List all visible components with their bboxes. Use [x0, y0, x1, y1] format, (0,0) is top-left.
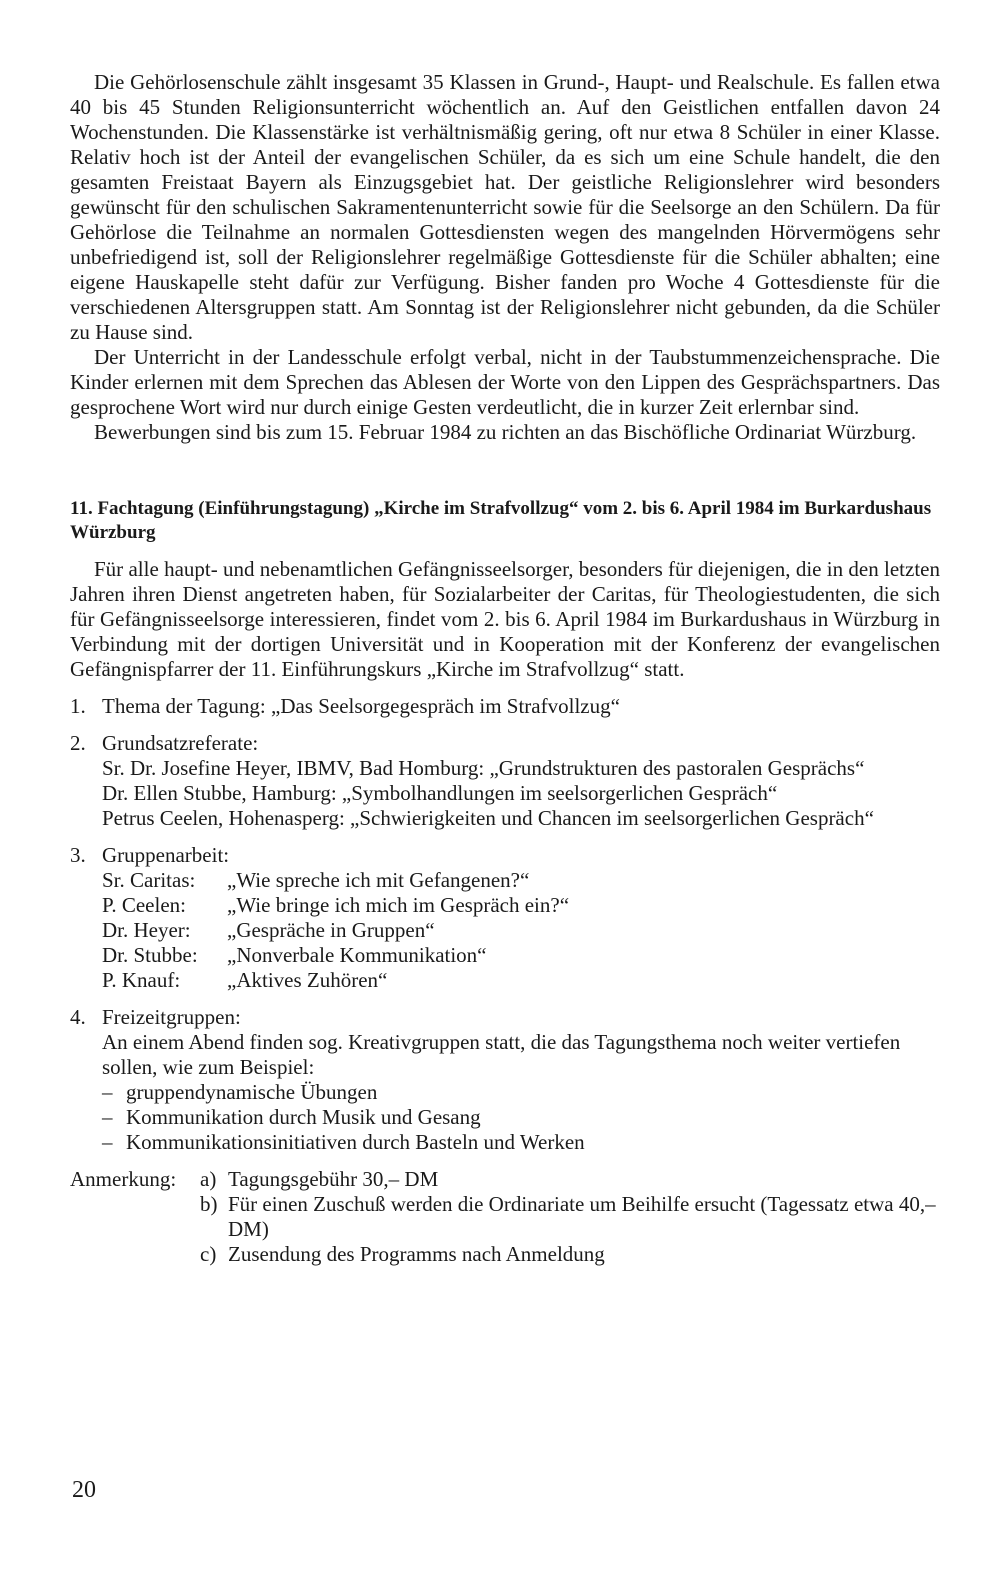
note-row [70, 1192, 940, 1242]
group-topic: „Wie bringe ich mich im Gespräch ein?“ [227, 893, 570, 917]
note-row [70, 1242, 940, 1267]
list-item-groupwork [70, 843, 940, 993]
item-text: Thema der Tagung: „Das Seelsorgegespräch im Strafvollzug“ [102, 694, 620, 718]
item-number: 1. [70, 694, 86, 718]
note-text: Für einen Zuschuß werden die Ordinariate um Beihilfe ersucht (Tagessatz etwa 40,– DM) [228, 1192, 936, 1241]
group-leader: Sr. Caritas: [102, 868, 196, 892]
lecture-entry: Petrus Ceelen, Hohenasperg: „Schwierigkeiten und Chancen im seelsorgerlichen Gespräch“ [102, 806, 874, 830]
group-row [70, 968, 940, 993]
note-text: Tagungsgebühr 30,– DM [228, 1167, 439, 1191]
group-leader: Dr. Stubbe: [102, 943, 198, 967]
group-row [70, 918, 940, 943]
note-text: Zusendung des Programms nach Anmeldung [228, 1242, 605, 1266]
group-topic: „Aktives Zuhören“ [227, 968, 388, 992]
intro-paragraph-1: Die Gehörlosenschule zählt insgesamt 35 Klassen in Grund-, Haupt- und Realschule. Es fallen etwa 40 bis 45 Stunden Religionsunterricht wöchentlich an. Auf den Geistlichen entfallen davon 24 Wochenstunden. Die Klassenstärke ist verhältnismäßig gering, oft nur etwa 8 Schüler in einer Klasse. Relativ hoch ist der Anteil der evangelischen Schüler, da es sich um eine Schule handelt, die den gesamten Freistaat Bayern als Einzugsgebiet hat. Der geistliche Religionslehrer wird besonders gewünscht für den schulischen Sakramentenunterricht sowie für die Seelsorge an den Schülern. Da für Gehörlose die Teilnahme an normalen Gottesdiensten wegen des mangelnden Hörvermögens sehr unbefriedigend ist, soll der Religionslehrer regelmäßige Gottesdienste für die Schüler abhalten; eine eigene Hauskapelle steht dafür zur Verfügung. Bisher fanden pro Woche 4 Gottesdienste für die verschiedenen Altersgruppen statt. Am Sonntag ist der Religionslehrer nicht gebunden, da die Schüler zu Hause sind. [70, 70, 940, 344]
note-row [70, 1167, 940, 1192]
dash-bullet: – [102, 1080, 113, 1104]
note-letter: c) [200, 1242, 217, 1266]
group-topic: „Nonverbale Kommunikation“ [227, 943, 487, 967]
page-number: 20 [72, 1477, 96, 1503]
note-letter: a) [200, 1167, 217, 1191]
intro-paragraph-2: Der Unterricht in der Landesschule erfolgt verbal, nicht in der Taubstummenzeichensprache. Die Kinder erlernen mit dem Sprechen das Ablesen der Worte von den Lippen des Gesprächspartners. Das gesprochene Wort wird nur durch einige Gesten verdeutlicht, die in kurzer Zeit erlernbar sind. [70, 345, 940, 419]
list-item-theme [70, 694, 940, 719]
item-title: Freizeitgruppen: [102, 1005, 241, 1029]
bullet-row [70, 1105, 940, 1130]
bullet-row [70, 1080, 940, 1105]
leisure-description: An einem Abend finden sog. Kreativgruppen statt, die das Tagungsthema noch weiter vertiefen sollen, wie zum Beispiel: [102, 1030, 901, 1079]
item-title: Gruppenarbeit: [102, 843, 230, 867]
group-leader: P. Ceelen: [102, 893, 186, 917]
item-number: 3. [70, 843, 86, 867]
group-row [70, 868, 940, 893]
dash-bullet: – [102, 1130, 113, 1154]
list-item-lectures [70, 731, 940, 831]
lecture-entry: Sr. Dr. Josefine Heyer, IBMV, Bad Homburg: „Grundstrukturen des pastoralen Gesprächs“ [102, 756, 865, 780]
section-heading: 11. Fachtagung (Einführungstagung) „Kirche im Strafvollzug“ vom 2. bis 6. April 1984 im Burkardushaus Würzburg [70, 498, 932, 543]
bullet-text: gruppendynamische Übungen [126, 1080, 378, 1104]
bullet-text: Kommunikationsinitiativen durch Basteln und Werken [126, 1130, 585, 1154]
group-leader: Dr. Heyer: [102, 918, 191, 942]
group-row [70, 893, 940, 918]
list-item-leisure [70, 1005, 940, 1155]
lecture-entry: Dr. Ellen Stubbe, Hamburg: „Symbolhandlungen im seelsorgerlichen Gespräch“ [102, 781, 778, 805]
document-page [70, 70, 940, 1267]
group-topic: „Gespräche in Gruppen“ [227, 918, 435, 942]
dash-bullet: – [102, 1105, 113, 1129]
section-intro: Für alle haupt- und nebenamtlichen Gefängnisseelsorger, besonders für diejenigen, die in den letzten Jahren ihren Dienst angetreten haben, für Sozialarbeiter der Caritas, für Theologiestudenten, die sich für Gefängnisseelsorge interessieren, findet vom 2. bis 6. April 1984 im Burkardushaus in Würzburg in Verbindung mit der dortigen Universität und in Kooperation mit der Konferenz der evangelischen Gefängnispfarrer der 11. Einführungskurs „Kirche im Strafvollzug“ statt. [70, 557, 940, 681]
item-number: 2. [70, 731, 86, 755]
bullet-row [70, 1130, 940, 1155]
group-leader: P. Knauf: [102, 968, 181, 992]
item-number: 4. [70, 1005, 86, 1029]
group-row [70, 943, 940, 968]
note-label: Anmerkung: [70, 1167, 177, 1191]
item-title: Grundsatzreferate: [102, 731, 259, 755]
intro-paragraph-3: Bewerbungen sind bis zum 15. Februar 1984 zu richten an das Bischöfliche Ordinariat Würzburg. [94, 420, 917, 444]
note-letter: b) [200, 1192, 218, 1216]
bullet-text: Kommunikation durch Musik und Gesang [126, 1105, 481, 1129]
note-block [70, 1167, 940, 1267]
group-topic: „Wie spreche ich mit Gefangenen?“ [227, 868, 530, 892]
